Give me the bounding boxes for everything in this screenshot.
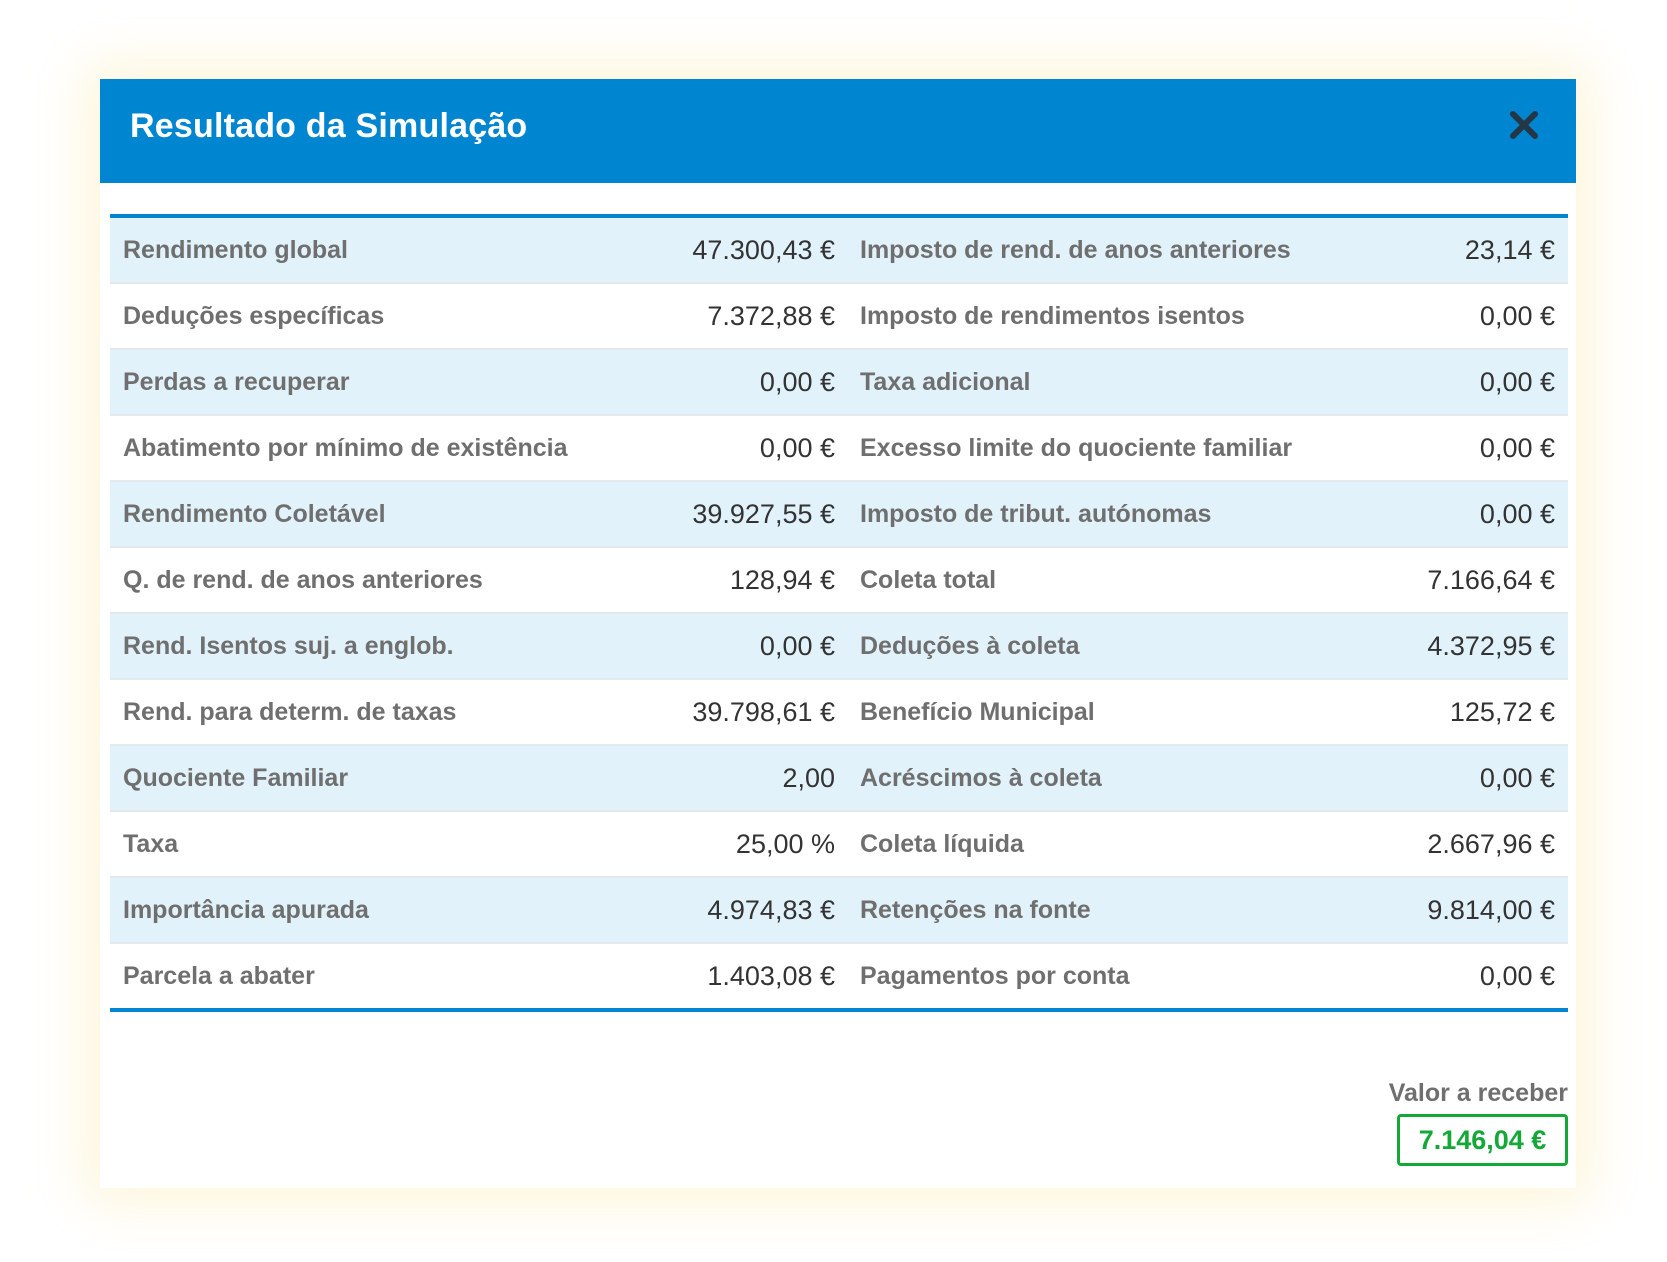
row-left-label: Quociente Familiar — [123, 763, 349, 792]
row-right-label: Excesso limite do quociente familiar — [860, 433, 1293, 462]
row-left-value: 39.927,55 € — [692, 498, 835, 529]
row-right-label: Coleta total — [860, 565, 997, 594]
amount-to-receive — [1368, 1079, 1568, 1166]
amount-to-receive-value: 7.146,04 € — [1397, 1114, 1568, 1166]
amount-to-receive-label: Valor a receber — [1388, 1079, 1568, 1107]
row-left-value: 47.300,43 € — [692, 234, 835, 265]
row-left-value: 0,00 € — [759, 432, 835, 463]
row-left-value: 1.403,08 € — [707, 960, 835, 991]
row-right-value: 4.372,95 € — [1427, 630, 1555, 661]
row-right-value: 0,00 € — [1479, 762, 1555, 793]
table-row — [110, 680, 1568, 746]
row-left-value: 128,94 € — [729, 564, 835, 595]
row-left-value: 4.974,83 € — [707, 894, 835, 925]
row-left-value: 39.798,61 € — [692, 696, 835, 727]
row-right-value: 0,00 € — [1479, 960, 1555, 991]
row-left-value: 0,00 € — [759, 630, 835, 661]
table-row — [110, 878, 1568, 944]
row-left-label: Rend. Isentos suj. a englob. — [123, 631, 454, 660]
row-right-value: 0,00 € — [1479, 300, 1555, 331]
row-left-label: Importância apurada — [123, 895, 369, 924]
row-right-value: 125,72 € — [1449, 696, 1555, 727]
close-button[interactable] — [1502, 103, 1546, 147]
row-right-value: 0,00 € — [1479, 432, 1555, 463]
row-right-label: Acréscimos à coleta — [860, 763, 1102, 792]
row-left-value: 0,00 € — [759, 366, 835, 397]
row-right-value: 0,00 € — [1479, 498, 1555, 529]
row-left-label: Parcela a abater — [123, 961, 315, 990]
modal-header — [100, 79, 1576, 183]
simulation-result-modal — [100, 79, 1576, 1188]
row-right-label: Imposto de tribut. autónomas — [860, 499, 1212, 528]
row-right-label: Retenções na fonte — [860, 895, 1091, 924]
row-left-label: Deduções específicas — [123, 301, 385, 330]
row-left-label: Abatimento por mínimo de existência — [123, 433, 568, 462]
table-row — [110, 350, 1568, 416]
row-left-label: Rendimento Coletável — [123, 499, 386, 528]
row-left-value: 25,00 % — [735, 828, 835, 859]
row-right-label: Imposto de rend. de anos anteriores — [860, 235, 1291, 264]
row-left-label: Taxa — [123, 829, 179, 858]
row-right-value: 2.667,96 € — [1427, 828, 1555, 859]
row-right-value: 7.166,64 € — [1427, 564, 1555, 595]
row-right-value: 23,14 € — [1464, 234, 1555, 265]
row-right-value: 0,00 € — [1479, 366, 1555, 397]
row-right-label: Coleta líquida — [860, 829, 1024, 858]
row-right-label: Taxa adicional — [860, 367, 1031, 396]
row-left-label: Perdas a recuperar — [123, 367, 350, 396]
results-table — [110, 214, 1568, 1012]
row-right-label: Deduções à coleta — [860, 631, 1080, 660]
table-row — [110, 416, 1568, 482]
row-right-label: Imposto de rendimentos isentos — [860, 301, 1245, 330]
row-left-label: Rendimento global — [123, 235, 348, 264]
table-row — [110, 482, 1568, 548]
table-row — [110, 614, 1568, 680]
table-row — [110, 944, 1568, 1008]
row-right-label: Pagamentos por conta — [860, 961, 1130, 990]
row-left-label: Rend. para determ. de taxas — [123, 697, 457, 726]
row-left-label: Q. de rend. de anos anteriores — [123, 565, 483, 594]
table-row — [110, 746, 1568, 812]
table-row — [110, 812, 1568, 878]
row-left-value: 2,00 — [782, 762, 835, 793]
row-right-value: 9.814,00 € — [1427, 894, 1555, 925]
table-row — [110, 218, 1568, 284]
modal-title: Resultado da Simulação — [130, 107, 528, 145]
table-row — [110, 548, 1568, 614]
row-left-value: 7.372,88 € — [707, 300, 835, 331]
row-right-label: Benefício Municipal — [860, 697, 1095, 726]
table-row — [110, 284, 1568, 350]
close-icon — [1502, 103, 1546, 147]
